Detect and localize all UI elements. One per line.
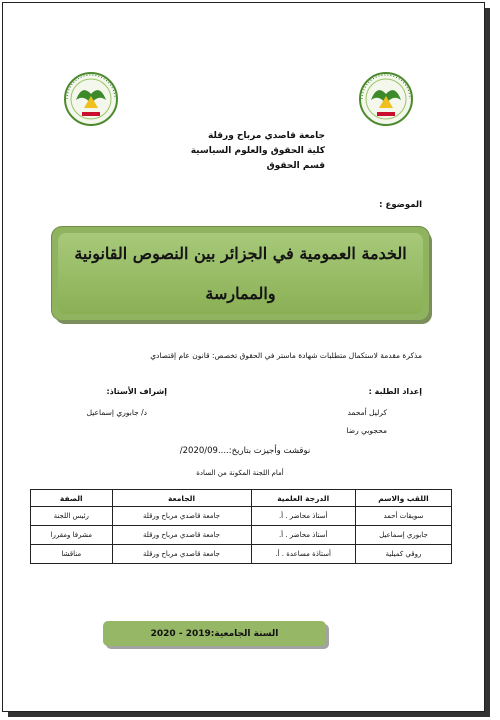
table-row [31,526,452,545]
title-inner [58,233,423,314]
jury-rank: أستاذة مساعدة . أ. [251,545,355,564]
jury-role: مناقشا [31,545,113,564]
jury-rank: أستاذ محاضر . أ. [251,507,355,526]
header-role: الصفة [31,490,113,507]
university-name: جامعة قاصدي مرباح ورقلة [207,131,325,141]
defense-date-line: نوقشت وأجيزت بتاريخ:....2020/09/ [179,446,311,456]
jury-university: جامعة قاصدي مرباح ورقلة [112,545,251,564]
memo-line: مذكرة مقدمة لاستكمال متطلبات شهادة ماستر في الحقوق تخصص: قانون عام إقتصادي [150,351,422,360]
jury-university: جامعة قاصدي مرباح ورقلة [112,526,251,545]
jury-role: مشرفا ومقررا [31,526,113,545]
header-rank: الدرجة العلمية [251,490,355,507]
jury-name: سويقات أحمد [355,507,451,526]
supervisor-name: د/ جابوري إسماعيل [86,408,147,417]
student-name-2: محجوبي رضا [346,426,387,435]
table-row [31,545,452,564]
academic-year-box [103,621,326,646]
title-box [52,227,429,320]
header-name: اللقب والاسم [355,490,451,507]
jury-role: رئيس اللجنة [31,507,113,526]
jury-name: جابوري إسماعيل [355,526,451,545]
academic-year: السنة الجامعية:2019 - 2020 [150,628,279,639]
header-university: الجامعة [112,490,251,507]
jury-table [30,489,452,564]
supervision-label: إشراف الأستاذ: [106,387,167,396]
jury-name: روقي كميلية [355,545,451,564]
department-name: قسم الحقوق [266,161,325,171]
committee-line: أمام اللجنة المكونة من السادة [196,469,284,477]
university-logo-right-icon [357,70,415,128]
institution-header [191,129,325,174]
faculty-name: كلية الحقوق والعلوم السياسية [190,146,325,156]
university-logo-left-icon [62,70,120,128]
subject-label: الموضوع : [379,200,422,210]
table-row [31,507,452,526]
jury-rank: أستاذ محاضر . أ. [251,526,355,545]
jury-header-row [31,490,452,507]
student-name-1: كرليل أمحمد [347,408,387,417]
prepared-by-label: إعداد الطلبة : [368,387,422,396]
jury-university: جامعة قاصدي مرباح ورقلة [112,507,251,526]
thesis-title: الخدمة العمومية في الجزائر بين النصوص القانونية والممارسة [74,243,407,303]
